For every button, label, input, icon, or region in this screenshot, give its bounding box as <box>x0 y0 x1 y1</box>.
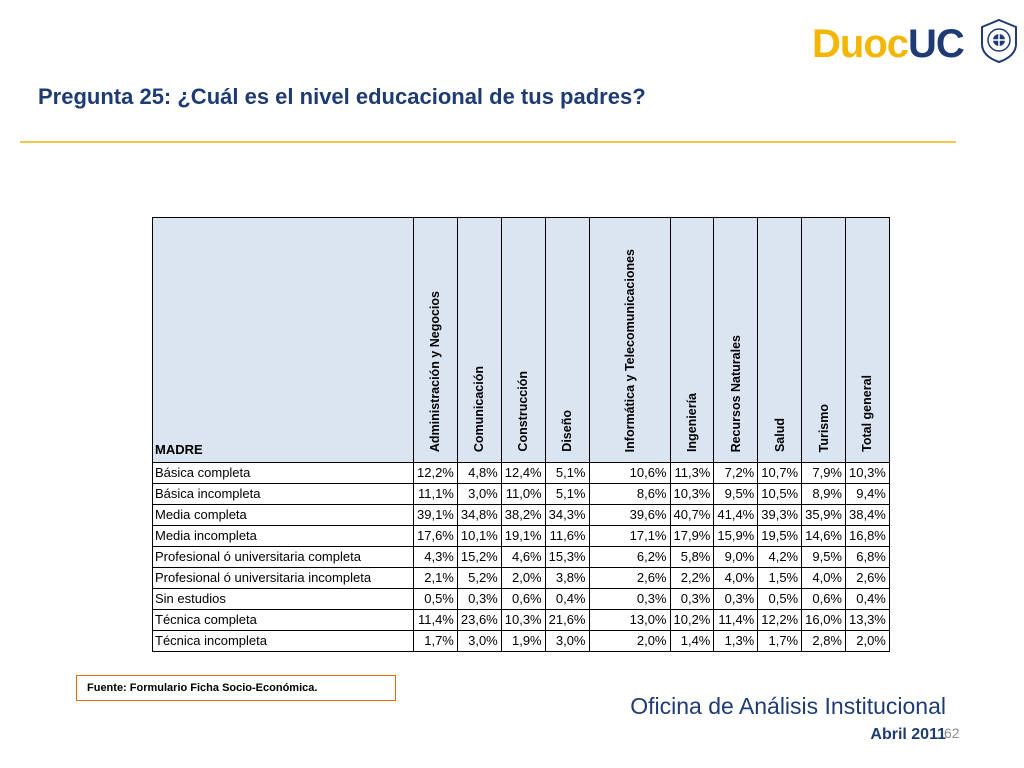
table-cell: 9,0% <box>714 547 758 568</box>
table-cell: 1,4% <box>670 631 714 652</box>
table-cell: 35,9% <box>802 505 846 526</box>
row-label: Técnica completa <box>153 610 414 631</box>
table-cell: 10,2% <box>670 610 714 631</box>
table-cell: 1,3% <box>714 631 758 652</box>
table-cell: 11,4% <box>414 610 458 631</box>
table-cell: 17,1% <box>589 526 670 547</box>
table-row <box>153 589 890 610</box>
duoc-uc-logo <box>812 14 1017 70</box>
table-cell: 0,5% <box>414 589 458 610</box>
title-divider <box>20 141 956 143</box>
column-header-label: Comunicación <box>472 365 487 452</box>
table-cell: 10,3% <box>501 610 545 631</box>
table-cell: 3,8% <box>545 568 589 589</box>
table-cell: 4,0% <box>714 568 758 589</box>
column-header-label: Turismo <box>816 403 831 452</box>
row-label: Profesional ó universitaria completa <box>153 547 414 568</box>
table-cell: 34,8% <box>457 505 501 526</box>
column-header-label: Administración y Negocios <box>428 290 443 452</box>
column-header-label: Salud <box>772 417 787 452</box>
university-seal-icon <box>979 18 1019 64</box>
table-cell: 0,6% <box>802 589 846 610</box>
table-cell: 39,3% <box>758 505 802 526</box>
table-cell: 10,3% <box>846 463 890 484</box>
page-number: 62 <box>944 725 960 741</box>
column-header <box>501 218 545 463</box>
table-cell: 5,1% <box>545 463 589 484</box>
table-row <box>153 505 890 526</box>
row-label: Media completa <box>153 505 414 526</box>
table-cell: 0,6% <box>501 589 545 610</box>
table-cell: 10,3% <box>670 484 714 505</box>
table-cell: 12,2% <box>414 463 458 484</box>
table-cell: 21,6% <box>545 610 589 631</box>
table-row <box>153 610 890 631</box>
row-label: Básica completa <box>153 463 414 484</box>
logo-uc-text: UC <box>908 22 964 66</box>
table-cell: 15,9% <box>714 526 758 547</box>
table-cell: 15,2% <box>457 547 501 568</box>
table-cell: 0,3% <box>589 589 670 610</box>
column-header <box>802 218 846 463</box>
table-cell: 38,4% <box>846 505 890 526</box>
table-cell: 11,1% <box>414 484 458 505</box>
table-cell: 34,3% <box>545 505 589 526</box>
row-label: Media incompleta <box>153 526 414 547</box>
table-cell: 1,7% <box>414 631 458 652</box>
table-row <box>153 547 890 568</box>
column-header-label: Total general <box>860 375 875 452</box>
logo-duoc-text: Duoc <box>812 22 908 66</box>
column-header <box>670 218 714 463</box>
table-cell: 0,4% <box>846 589 890 610</box>
table-cell: 6,8% <box>846 547 890 568</box>
table-cell: 2,0% <box>846 631 890 652</box>
table-cell: 1,9% <box>501 631 545 652</box>
logo-wordmark <box>812 20 964 68</box>
table-row <box>153 484 890 505</box>
table-row <box>153 631 890 652</box>
table-cell: 14,6% <box>802 526 846 547</box>
table-cell: 2,2% <box>670 568 714 589</box>
table-cell: 23,6% <box>457 610 501 631</box>
table-cell: 11,0% <box>501 484 545 505</box>
table-cell: 41,4% <box>714 505 758 526</box>
table-cell: 17,9% <box>670 526 714 547</box>
table-cell: 2,8% <box>802 631 846 652</box>
source-note: Fuente: Formulario Ficha Socio-Económica. <box>76 675 396 701</box>
table-cell: 11,4% <box>714 610 758 631</box>
table-cell: 7,9% <box>802 463 846 484</box>
table-cell: 10,7% <box>758 463 802 484</box>
table-cell: 13,3% <box>846 610 890 631</box>
table-cell: 2,1% <box>414 568 458 589</box>
table-cell: 0,3% <box>670 589 714 610</box>
table-cell: 3,0% <box>457 631 501 652</box>
table-cell: 12,2% <box>758 610 802 631</box>
table-cell: 11,3% <box>670 463 714 484</box>
table-cell: 4,6% <box>501 547 545 568</box>
report-date: Abril 2011 <box>870 726 946 743</box>
table-cell: 3,0% <box>545 631 589 652</box>
page-title: Pregunta 25: ¿Cuál es el nivel educacional de tus padres? <box>38 84 646 109</box>
table-cell: 10,1% <box>457 526 501 547</box>
table-cell: 0,3% <box>457 589 501 610</box>
table-cell: 19,5% <box>758 526 802 547</box>
table-cell: 4,3% <box>414 547 458 568</box>
table-cell: 0,4% <box>545 589 589 610</box>
table-cell: 0,3% <box>714 589 758 610</box>
table-cell: 11,6% <box>545 526 589 547</box>
column-header <box>414 218 458 463</box>
column-header <box>457 218 501 463</box>
table-cell: 39,1% <box>414 505 458 526</box>
table-cell: 0,5% <box>758 589 802 610</box>
column-header-label: Ingeniería <box>684 392 699 452</box>
table-cell: 38,2% <box>501 505 545 526</box>
table-cell: 5,2% <box>457 568 501 589</box>
table-cell: 13,0% <box>589 610 670 631</box>
table-cell: 2,6% <box>846 568 890 589</box>
column-header <box>846 218 890 463</box>
table-header-row <box>153 218 890 463</box>
table-cell: 7,2% <box>714 463 758 484</box>
table-cell: 4,8% <box>457 463 501 484</box>
column-header <box>589 218 670 463</box>
table-cell: 2,0% <box>589 631 670 652</box>
office-name: Oficina de Análisis Institucional <box>630 693 946 719</box>
row-label: Sin estudios <box>153 589 414 610</box>
row-label: Básica incompleta <box>153 484 414 505</box>
table-cell: 15,3% <box>545 547 589 568</box>
table-cell: 5,8% <box>670 547 714 568</box>
table-cell: 2,0% <box>501 568 545 589</box>
table-cell: 39,6% <box>589 505 670 526</box>
table-cell: 10,6% <box>589 463 670 484</box>
table-cell: 40,7% <box>670 505 714 526</box>
column-header-label: Construcción <box>516 371 531 452</box>
row-header-cell: MADRE <box>153 218 414 463</box>
table-cell: 16,8% <box>846 526 890 547</box>
table-cell: 19,1% <box>501 526 545 547</box>
table-cell: 10,5% <box>758 484 802 505</box>
table-row <box>153 463 890 484</box>
table-cell: 16,0% <box>802 610 846 631</box>
row-label: Profesional ó universitaria incompleta <box>153 568 414 589</box>
column-header-label: Informática y Telecomunicaciones <box>622 248 637 452</box>
table-cell: 9,5% <box>802 547 846 568</box>
column-header <box>758 218 802 463</box>
row-label: Técnica incompleta <box>153 631 414 652</box>
table-cell: 4,0% <box>802 568 846 589</box>
education-table <box>152 217 890 652</box>
table-cell: 1,5% <box>758 568 802 589</box>
table-cell: 3,0% <box>457 484 501 505</box>
table-cell: 5,1% <box>545 484 589 505</box>
table-cell: 12,4% <box>501 463 545 484</box>
column-header-label: Recursos Naturales <box>728 334 743 452</box>
table-cell: 8,9% <box>802 484 846 505</box>
table-body <box>153 463 890 652</box>
table-row <box>153 568 890 589</box>
column-header <box>714 218 758 463</box>
table-cell: 17,6% <box>414 526 458 547</box>
table-cell: 9,5% <box>714 484 758 505</box>
table-cell: 1,7% <box>758 631 802 652</box>
table-cell: 8,6% <box>589 484 670 505</box>
column-header <box>545 218 589 463</box>
table-cell: 6,2% <box>589 547 670 568</box>
table-row <box>153 526 890 547</box>
table-cell: 4,2% <box>758 547 802 568</box>
table-cell: 9,4% <box>846 484 890 505</box>
column-header-label: Diseño <box>560 410 575 452</box>
table-cell: 2,6% <box>589 568 670 589</box>
